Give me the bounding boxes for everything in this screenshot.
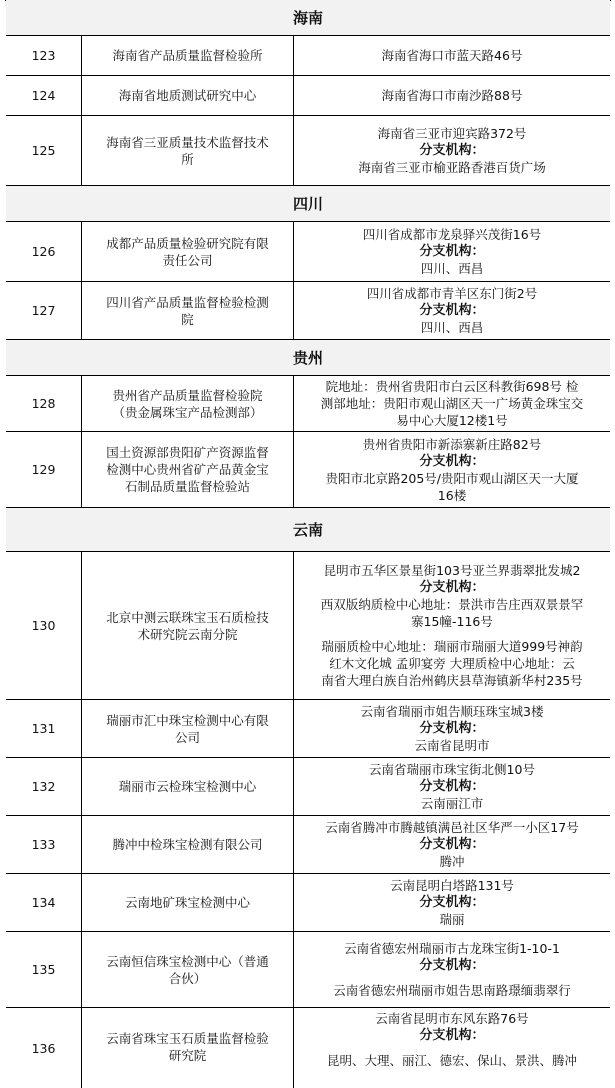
name-line: 术研究院云南分院 [137,626,238,642]
branch-line: 云南省德宏州瑞丽市姐告思南路璟缅翡翠行 [333,983,571,998]
name-line: 四川省产品质量监督检验检测 [106,294,269,310]
name-line: 海南省三亚质量技术监督技术 [106,134,269,150]
institution-name [82,700,294,757]
branch-label: 分支机构： [419,721,485,736]
institution-name [82,1008,294,1088]
table-row [6,932,610,1008]
branch-label: 分支机构： [419,143,485,158]
branch-label: 分支机构： [419,837,485,852]
branch-line: 腾冲 [439,854,465,869]
address [294,700,610,757]
address [294,116,610,185]
branch-line: 四川、西昌 [420,320,484,335]
branch-label: 分支机构： [419,1028,485,1043]
address-line: 云南省腾冲市腾越镇满邑社区华严一小区17号 [325,820,579,835]
branch-line: 西双版纳质检中心地址：景洪市告庄西双景景罕 [320,597,584,612]
institution-name: 海南省地质测试研究中心 [82,76,294,115]
table-row [6,222,610,282]
address: 海南省海口市南沙路88号 [381,88,523,103]
address-line: 院地址：贵州省贵阳市白云区科教街698号 检 [325,379,579,394]
table-row [6,116,610,186]
address-line: 云南昆明白塔路131号 [390,878,514,893]
row-number: 131 [6,700,82,757]
institution-name [82,282,294,339]
branch-label: 分支机构： [419,303,485,318]
branch-line: 16楼 [437,487,467,503]
branch-line: 瑞丽 [439,912,465,927]
row-number: 127 [6,282,82,339]
table-row [6,432,610,508]
section-header-hainan [6,0,610,36]
name-line: 北京中测云联珠宝玉石质检技 [106,609,269,625]
institution-name [82,116,294,185]
branch-line: 南省大理白族自治州鹤庆县草海镇新华村235号 [321,673,583,688]
name-line: 成都产品质量检验研究院有限 [106,235,269,251]
address [294,222,610,281]
address [294,282,610,339]
branch-line: 云南丽江市 [420,796,484,811]
branch-line: 云南省昆明市 [414,738,490,753]
section-title: 云南 [292,521,323,539]
table-row [6,282,610,340]
institution-name [82,222,294,281]
branch-line: 瑞丽质检中心地址：瑞丽市瑞丽大道999号神韵 [321,639,583,654]
section-header-sichuan [6,186,610,222]
section-title: 海南 [292,9,323,27]
address [294,376,610,431]
address-line: 云南省瑞丽市珠宝街北侧10号 [369,762,535,777]
branch-line: 贵阳市北京路205号/贵阳市观山湖区天一大厦 [325,470,579,486]
section-title: 贵州 [292,349,323,367]
table-row [6,758,610,816]
name-line: 责任公司 [162,252,213,268]
institution-name [82,376,294,431]
address [294,932,610,1007]
institution-name: 瑞丽市云检珠宝检测中心 [82,758,294,815]
row-number: 130 [6,552,82,699]
table-row [6,1008,610,1088]
address-line: 云南省德宏州瑞丽市古龙珠宝街1-10-1 [344,941,560,956]
address-line: 测部地址：贵阳市观山湖区天一广场黄金珠宝交 [320,396,584,411]
row-number: 128 [6,376,82,431]
section-title: 四川 [292,195,323,213]
table-row [6,874,610,932]
table-row [6,552,610,700]
institution-name [82,932,294,1007]
section-header-guizhou [6,340,610,376]
address [294,1008,610,1088]
table-row [6,816,610,874]
table-row [6,376,610,432]
row-number: 129 [6,432,82,507]
name-line: 石制品质量监督检验站 [124,479,250,494]
address-line: 云南省瑞丽市姐告顺珏珠宝城3楼 [360,704,544,719]
row-number: 135 [6,932,82,1007]
branch-line: 寨15幢-116号 [411,614,493,629]
branch-label: 分支机构： [419,895,485,910]
institution-name: 海南省产品质量监督检验所 [82,36,294,75]
address-line: 昆明市五华区景星街103号亚兰界翡翠批发城2 [323,563,581,578]
address-line: 云南省昆明市东风东路76号 [375,1011,529,1026]
address-line: 易中心大厦12楼1号 [396,413,508,428]
branch-label: 分支机构： [419,453,485,469]
row-number: 133 [6,816,82,873]
institution-name: 腾冲中检珠宝检测有限公司 [82,816,294,873]
name-line: 国土资源部贵阳矿产资源监督 [106,445,269,460]
branch-label: 分支机构： [419,580,485,595]
table-row [6,36,610,76]
name-line: 贵州省产品质量监督检验院 [112,387,263,403]
name-line: 所 [181,151,194,167]
address [294,816,610,873]
row-number: 126 [6,222,82,281]
name-line: 瑞丽市汇中珠宝检测中心有限 [106,712,269,728]
table-row [6,700,610,758]
branch-line: 昆明、大理、丽江、德宏、保山、景洪、腾冲 [326,1053,577,1068]
row-number: 136 [6,1008,82,1088]
branch-line: 红木文化城 孟卯宴旁 大理质检中心地址：云 [329,656,575,671]
name-line: （贵金属珠宝产品检测部） [112,404,263,420]
institution-name [82,552,294,699]
row-number: 132 [6,758,82,815]
row-number: 125 [6,116,82,185]
name-line: 研究院 [168,1048,207,1063]
name-line: 云南恒信珠宝检测中心（普通 [106,953,269,969]
branch-label: 分支机构： [419,244,485,259]
branch-line: 海南省三亚市榆亚路香港百货广场 [358,160,546,175]
institution-name [82,432,294,507]
address-line: 四川省成都市龙泉驿兴茂街16号 [362,227,542,242]
section-header-yunnan [6,508,610,552]
address-line: 海南省三亚市迎宾路372号 [377,126,527,141]
name-line: 院 [181,311,194,327]
branch-line: 四川、西昌 [420,261,484,276]
branch-label: 分支机构： [419,958,485,973]
name-line: 检测中心贵州省矿产品黄金宝 [106,462,269,477]
branch-label: 分支机构： [419,779,485,794]
row-number: 124 [6,76,82,115]
address-line: 贵州省贵阳市新添寨新庄路82号 [362,436,542,452]
address [294,552,610,699]
address [294,874,610,931]
name-line: 云南省珠宝玉石质量监督检验 [106,1031,269,1046]
address: 海南省海口市蓝天路46号 [381,48,523,63]
address [294,758,610,815]
institution-name: 云南地矿珠宝检测中心 [82,874,294,931]
row-number: 123 [6,36,82,75]
name-line: 合伙） [168,970,207,986]
name-line: 公司 [174,729,200,745]
row-number: 134 [6,874,82,931]
table-row [6,76,610,116]
address-line: 四川省成都市青羊区东门街2号 [366,286,538,301]
address [294,432,610,507]
